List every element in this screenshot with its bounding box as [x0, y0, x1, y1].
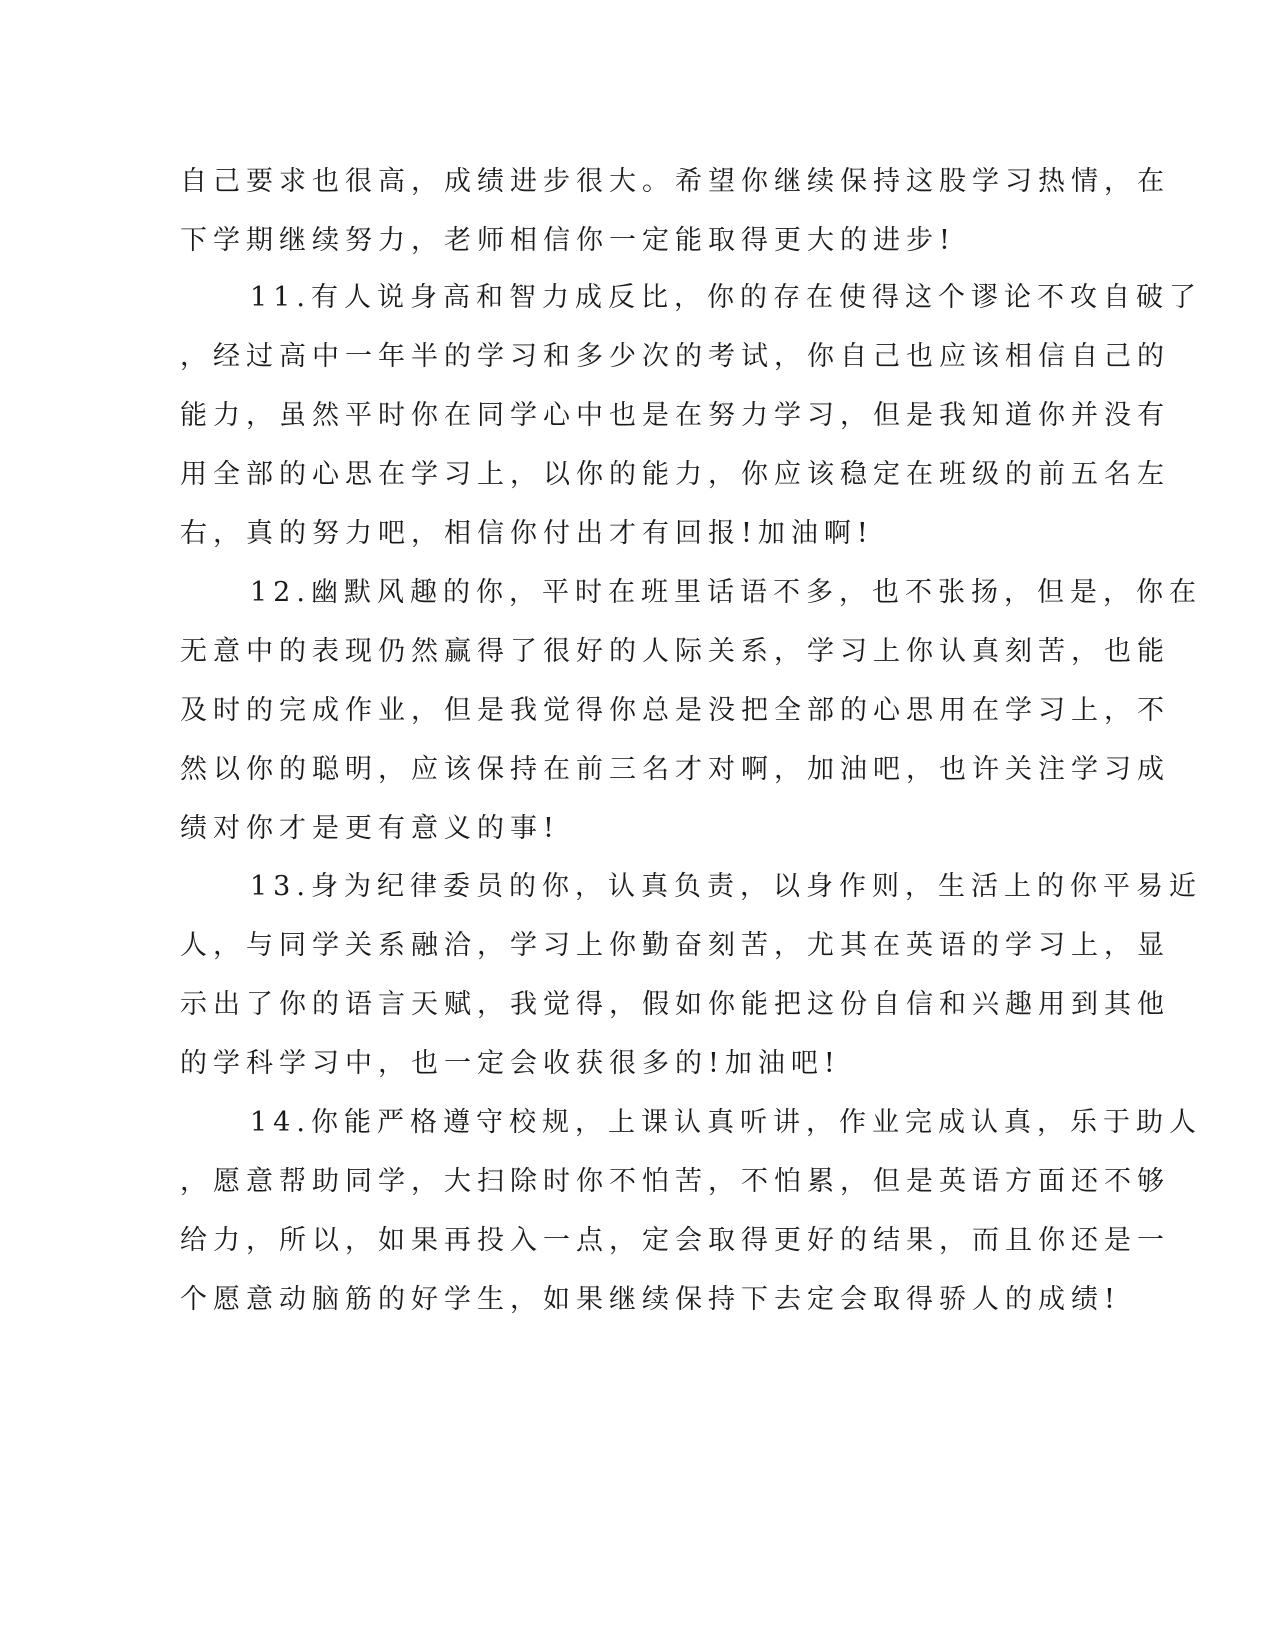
text-line: 自己要求也很高，成绩进步很大。希望你继续保持这股学习热情，在 [180, 166, 1170, 197]
paragraph-12-start: 12.幽默风趣的你，平时在班里话语不多，也不张扬，但是，你在 [250, 577, 1202, 608]
paragraph-11-start: 11.有人说身高和智力成反比，你的存在使得这个谬论不攻自破了 [250, 282, 1202, 313]
text-line: ，经过高中一年半的学习和多少次的考试，你自己也应该相信自己的 [180, 341, 1170, 372]
text-line: 右，真的努力吧，相信你付出才有回报!加油啊! [180, 518, 874, 549]
paragraph-13-start: 13.身为纪律委员的你，认真负责，以身作则，生活上的你平易近 [250, 871, 1202, 902]
text-line: 能力，虽然平时你在同学心中也是在努力学习，但是我知道你并没有 [180, 400, 1170, 431]
text-line: 的学科学习中，也一定会收获很多的!加油吧! [180, 1048, 841, 1079]
text-line: 绩对你才是更有意义的事! [180, 813, 560, 844]
text-line: 人，与同学关系融洽，学习上你勤奋刻苦，尤其在英语的学习上，显 [180, 930, 1170, 961]
text-line: ，愿意帮助同学，大扫除时你不怕苦，不怕累，但是英语方面还不够 [180, 1166, 1170, 1197]
text-line: 个愿意动脑筋的好学生，如果继续保持下去定会取得骄人的成绩! [180, 1284, 1121, 1315]
text-line: 无意中的表现仍然赢得了很好的人际关系，学习上你认真刻苦，也能 [180, 636, 1170, 667]
text-line: 然以你的聪明，应该保持在前三名才对啊，加油吧，也许关注学习成 [180, 754, 1170, 785]
text-line: 下学期继续努力，老师相信你一定能取得更大的进步! [180, 225, 956, 256]
text-line: 用全部的心思在学习上，以你的能力，你应该稳定在班级的前五名左 [180, 459, 1170, 490]
text-line: 及时的完成作业，但是我觉得你总是没把全部的心思用在学习上，不 [180, 695, 1170, 726]
paragraph-14-start: 14.你能严格遵守校规，上课认真听讲，作业完成认真，乐于助人 [250, 1107, 1202, 1138]
text-line: 示出了你的语言天赋，我觉得，假如你能把这份自信和兴趣用到其他 [180, 989, 1170, 1020]
text-line: 给力，所以，如果再投入一点，定会取得更好的结果，而且你还是一 [180, 1225, 1170, 1256]
